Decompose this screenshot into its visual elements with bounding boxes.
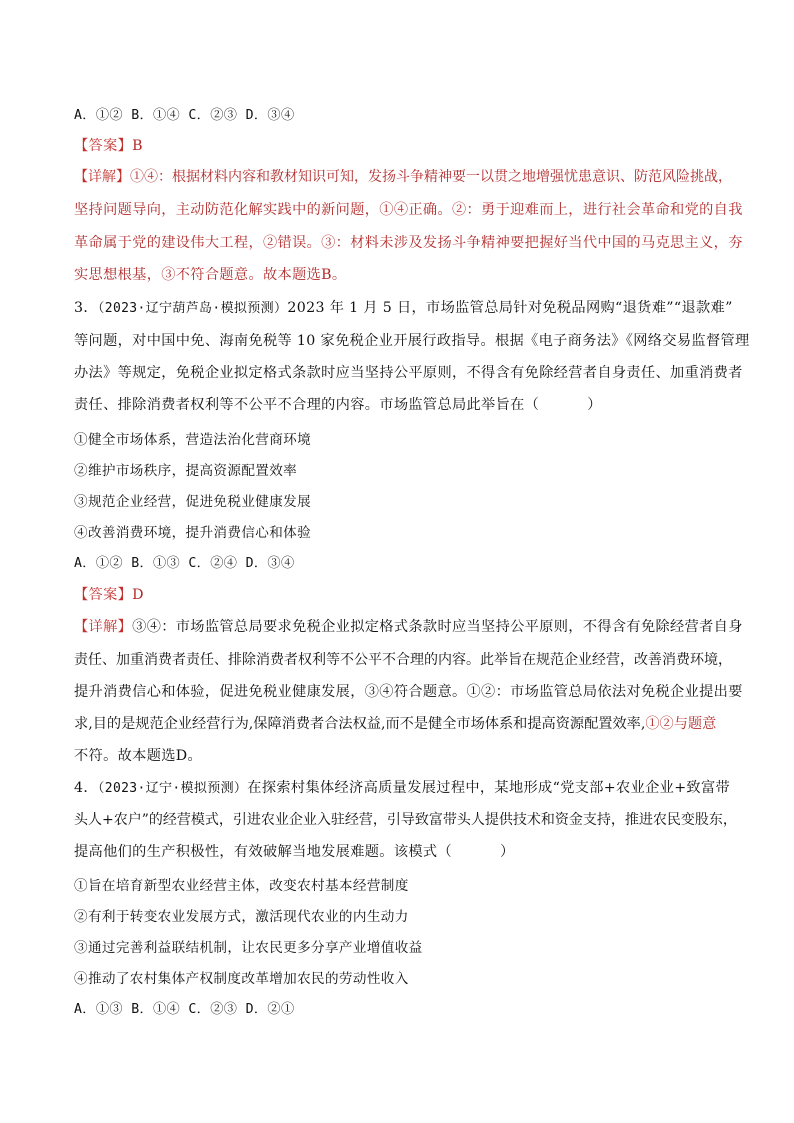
q4-option-2: ②有利于转变农业发展方式，激活现代农业的内生动力	[74, 909, 409, 925]
detail-label: 【详解】	[74, 619, 133, 635]
q4-choices: A．①③ B．①④ C．②③ D．②①	[74, 1002, 295, 1017]
q4-stem-line-3: 提高他们的生产积极性，有效破解当地发展难题。该模式（ ）	[74, 844, 515, 860]
q2-detail-line-4: 实思想根基，③不符合题意。故本题选B。	[74, 267, 347, 283]
answer-label: 【答案】	[74, 138, 133, 154]
q4-option-1: ①旨在培育新型农业经营主体，改变农村基本经营制度	[74, 878, 409, 894]
q2-detail-line-2: 坚持问题导向，主动防范化解实践中的新问题，①④正确。②：勇于迎难而上，进行社会革命和党的自我	[74, 202, 743, 218]
question-number: 4．	[74, 780, 98, 796]
q4-option-3: ③通过完善利益联结机制，让农民更多分享产业增值收益	[74, 940, 423, 956]
question-source: （2023·辽宁葫芦岛·模拟预测）	[97, 301, 288, 316]
answer-value: B	[132, 138, 143, 154]
q3-answer	[74, 584, 144, 604]
q3-detail-line-2: 责任、加重消费者责任、排除消费者权利等不公平不合理的内容。此举旨在规范企业经营，改善消费环境，	[74, 652, 732, 668]
q2-choices: A．①② B．①④ C．②③ D．③④	[74, 108, 295, 123]
q3-stem-line-3: 办法》等规定，免税企业拟定格式条款时应当坚持公平原则，不得含有免除经营者自身责任、加重消费者	[74, 365, 743, 381]
q4-stem-line-2: 头人+农户”的经营模式，引进农业企业入驻经营，引导致富带头人提供技术和资金支持，推进农民变股东，	[74, 812, 737, 828]
q2-answer	[74, 135, 143, 155]
answer-label: 【答案】	[74, 587, 133, 603]
q3-detail-line-5: 不符。故本题选D。	[74, 748, 203, 764]
q3-option-2: ②维护市场秩序，提高资源配置效率	[74, 463, 298, 479]
q2-detail-line-1: 【详解】①④：根据材料内容和教材知识可知，发扬斗争精神要一以贯之地增强忧患意识、防范风险挑战，	[74, 169, 732, 185]
q3-option-1: ①健全市场体系，营造法治化营商环境	[74, 432, 312, 448]
q3-stem-line-4: 责任、排除消费者权利等不公平不合理的内容。市场监管总局此举旨在（ ）	[74, 397, 602, 413]
q3-detail-line-4: 求,目的是规范企业经营行为,保障消费者合法权益,而不是健全市场体系和提高资源配置效率,①②与题意	[74, 716, 717, 732]
q3-stem-line-1: 3．（2023·辽宁葫芦岛·模拟预测）2023 年 1 月 5 日，市场监管总局针对免税品网购“退货难”“退款难”	[74, 300, 733, 316]
q3-detail-line-3: 提升消费信心和体验，促进免税业健康发展，③④符合题意。①②：市场监管总局依法对免税企业提出要	[74, 684, 743, 700]
q3-option-3: ③规范企业经营，促进免税业健康发展	[74, 494, 312, 510]
q4-option-4: ④推动了农村集体产权制度改革增加农民的劳动性收入	[74, 971, 409, 987]
detail-label: 【详解】	[74, 169, 130, 185]
q4-stem-line-1: 4．（2023·辽宁·模拟预测）在探索村集体经济高质量发展过程中，某地形成“党支部+农业企业+致富带	[74, 780, 731, 796]
q3-option-4: ④改善消费环境，提升消费信心和体验	[74, 525, 312, 541]
question-number: 3．	[74, 300, 98, 316]
answer-value: D	[132, 587, 144, 603]
q3-choices: A．①② B．①③ C．②④ D．③④	[74, 556, 295, 571]
q3-stem-line-2: 等问题，对中国中免、海南免税等 10 家免税企业开展行政指导。根据《电子商务法》《网络交易监督管理	[74, 333, 750, 349]
question-source: （2023·辽宁·模拟预测）	[97, 781, 248, 796]
q3-detail-line-1: 【详解】③④：市场监管总局要求免税企业拟定格式条款时应当坚持公平原则，不得含有免除经营者自身	[74, 619, 743, 635]
q2-detail-line-3: 革命属于党的建设伟大工程，②错误。③：材料未涉及发扬斗争精神要把握好当代中国的马克思主义，夯	[74, 235, 743, 251]
